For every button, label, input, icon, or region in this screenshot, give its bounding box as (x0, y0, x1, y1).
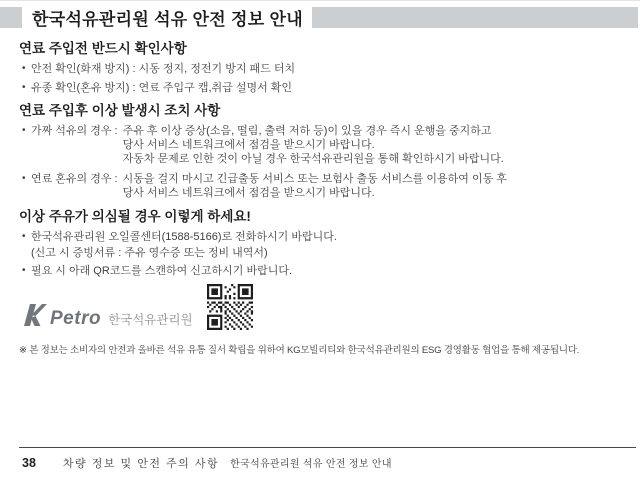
header-bar-left (0, 7, 22, 28)
list-item (22, 172, 634, 200)
bullet-text-line: 당사 서비스 네트워크에서 점검을 받으시기 바랍니다. (122, 187, 375, 199)
logo-korean-text: 한국석유관리원 (108, 313, 193, 327)
page-header (0, 7, 640, 28)
list-item (22, 264, 634, 278)
section-heading-before-fueling: 연료 주입전 반드시 확인사항 (19, 41, 187, 56)
bullet-icon: • (22, 173, 26, 184)
bullet-text: 유종 확인(혼유 방지) : 연료 주입구 캡,취급 설명서 확인 (31, 82, 293, 94)
footer-page-title: 한국석유관리원 석유 안전 정보 안내 (230, 459, 392, 470)
section-heading-after-fueling: 연료 주입후 이상 발생시 조치 사항 (19, 103, 221, 118)
bullet-icon: • (22, 82, 26, 93)
page-content (19, 28, 634, 356)
list-item (22, 230, 634, 244)
bullet-icon: • (22, 265, 26, 276)
k-petro-logo (22, 300, 193, 330)
bullet-icon: • (22, 231, 26, 242)
bullet-text (123, 124, 504, 166)
bullet-text: 한국석유관리원 오일콜센터(1588-5166)로 전화하시기 바랍니다. (31, 231, 337, 243)
list-item (22, 124, 634, 166)
header-bar-right (312, 7, 638, 28)
bullet-text (123, 172, 507, 200)
disclaimer-note: ※ 본 정보는 소비자의 안전과 올바른 석유 유통 질서 확립을 위하여 KG모빌리티와 한국석유관리원의 ESG 경영활동 협업을 통해 제공됩니다. (19, 345, 580, 356)
page-number: 38 (22, 456, 36, 470)
list-item (22, 62, 634, 76)
bullet-icon: • (22, 63, 26, 74)
bullet-subnote: (신고 시 증빙서류 : 주유 영수증 또는 정비 내역서) (31, 247, 268, 259)
list-item (22, 81, 634, 95)
footer-chapter-title: 차량 정보 및 안전 주의 사항 (62, 458, 220, 470)
section-bullets (22, 230, 634, 278)
section-heading-suspicious-fueling: 이상 주유가 의심될 경우 이렇게 하세요! (19, 209, 251, 224)
bullet-text: 필요 시 아래 QR코드를 스캔하여 신고하시기 바랍니다. (31, 265, 293, 277)
bullet-text-line: 주유 후 이상 증상(소음, 떨림, 출력 저하 등)이 있을 경우 즉시 운행을 중지하고 (122, 125, 492, 137)
page-top-divider (0, 0, 640, 1)
bullet-text-line: 시동을 걸지 마시고 긴급출동 서비스 또는 보험사 출동 서비스를 이용하여 이동 후 (122, 173, 507, 185)
section-bullets (22, 62, 634, 95)
logo-petro-text: Petro (50, 308, 102, 329)
bullet-text: 안전 확인(화재 방지) : 시동 정지, 정전기 방지 패드 터치 (31, 63, 296, 75)
brand-row (22, 284, 634, 335)
page-title: 한국석유관리원 석유 안전 정보 안내 (32, 10, 303, 29)
section-bullets (22, 124, 634, 200)
k-petro-k-icon (22, 303, 47, 332)
bullet-label: 연료 혼유의 경우 : (31, 173, 118, 185)
page-footer (19, 447, 636, 471)
bullet-icon: • (22, 125, 26, 136)
bullet-text-line: 당사 서비스 네트워크에서 점검을 받으시기 바랍니다. (122, 139, 375, 151)
bullet-label: 가짜 석유의 경우 : (31, 125, 118, 137)
bullet-text-line: 자동차 문제로 인한 것이 아닐 경우 한국석유관리원을 통해 확인하시기 바랍니다. (122, 153, 504, 165)
qr-code-icon (207, 284, 253, 335)
